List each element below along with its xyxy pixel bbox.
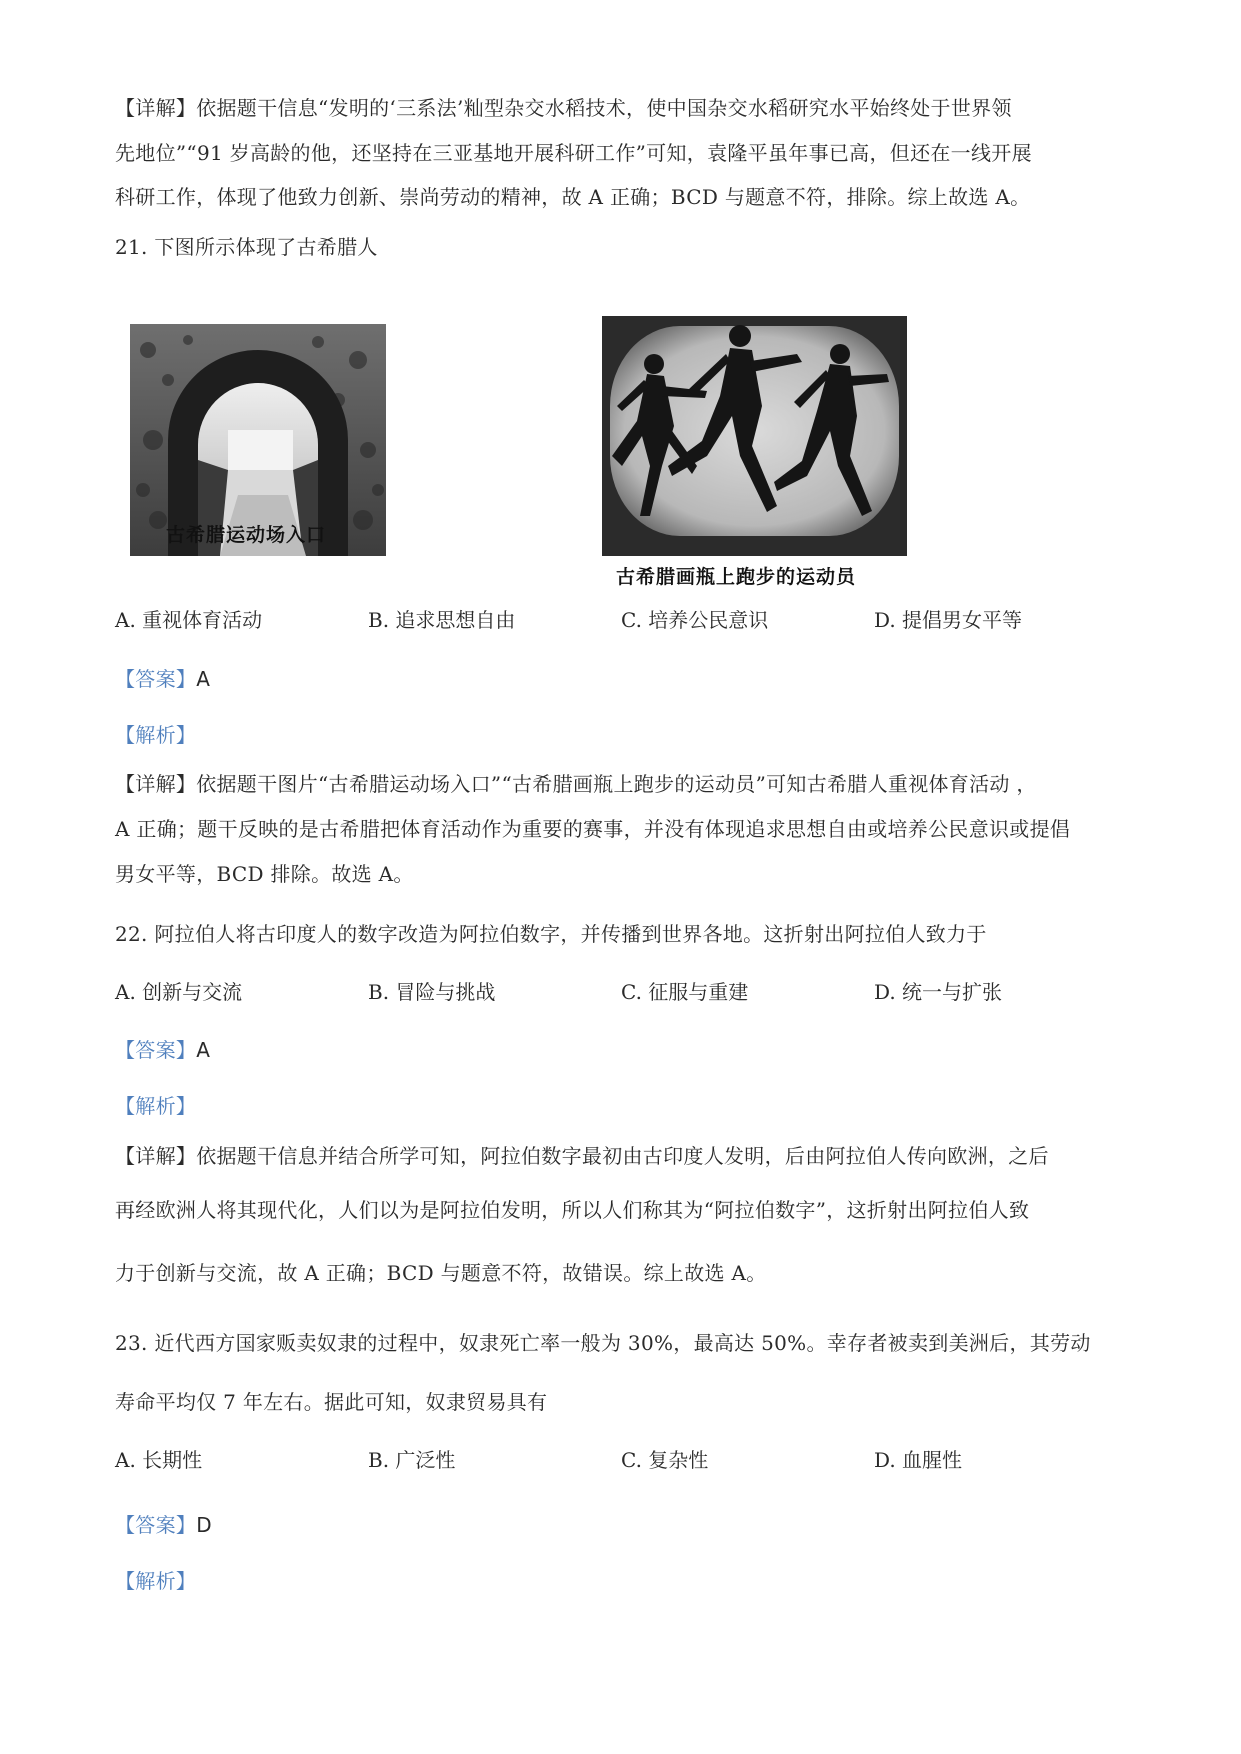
option-a[interactable]: A. 重视体育活动 (115, 608, 263, 632)
answer-tag: 【答案】 (115, 1513, 197, 1537)
detail-line: 【详解】依据题干图片“古希腊运动场入口”“古希腊画瓶上跑步的运动员”可知古希腊人重视体育活动 ， (115, 772, 1037, 796)
figure-1-caption: 古希腊运动场入口 (166, 524, 327, 546)
vase-runners-figure (602, 316, 907, 591)
answer-tag: 【答案】 (115, 667, 197, 691)
answer-line (115, 1036, 1135, 1064)
option-c[interactable]: C. 培养公民意识 (621, 608, 769, 632)
answer-value: A (196, 1038, 211, 1062)
option-b[interactable]: B. 广泛性 (368, 1448, 456, 1472)
detail-line: A 正确；题干反映的是古希腊把体育活动作为重要的赛事，并没有体现追求思想自由或培养公民意识或提倡 (115, 817, 1071, 841)
option-d[interactable]: D. 统一与扩张 (874, 980, 1003, 1004)
option-b[interactable]: B. 追求思想自由 (368, 608, 516, 632)
option-c[interactable]: C. 征服与重建 (621, 980, 749, 1004)
answer-value: A (196, 667, 211, 691)
analysis-tag: 【解析】 (115, 723, 197, 747)
vase-runners-image (602, 316, 907, 556)
option-c[interactable]: C. 复杂性 (621, 1448, 709, 1472)
analysis-tag: 【解析】 (115, 1094, 197, 1118)
question-22-options (115, 978, 1135, 1006)
answer-line (115, 665, 1135, 693)
stadium-entrance-figure (128, 320, 390, 560)
detail-line: 再经欧洲人将其现代化，人们以为是阿拉伯发明，所以人们称其为“阿拉伯数字”，这折射出阿拉伯人致 (115, 1198, 1030, 1222)
detail-line: 先地位”“91 岁高龄的他，还坚持在三亚基地开展科研工作”可知，袁隆平虽年事已高，但还在一线开展 (115, 141, 1032, 165)
question-21-stem: 21. 下图所示体现了古希腊人 (115, 235, 378, 259)
detail-line: 力于创新与交流，故 A 正确；BCD 与题意不符，故错误。综上故选 A。 (115, 1261, 767, 1285)
detail-line: 【详解】依据题干信息“发明的‘三系法’籼型杂交水稻技术，使中国杂交水稻研究水平始终处于世界领 (115, 96, 1012, 120)
option-b[interactable]: B. 冒险与挑战 (368, 980, 496, 1004)
question-23-options (115, 1446, 1135, 1474)
question-22-stem: 22. 阿拉伯人将古印度人的数字改造为阿拉伯数字，并传播到世界各地。这折射出阿拉伯人致力于 (115, 922, 987, 946)
detail-line: 科研工作，体现了他致力创新、崇尚劳动的精神，故 A 正确；BCD 与题意不符，排除。综上故选 A。 (115, 185, 1031, 209)
detail-line: 【详解】依据题干信息并结合所学可知，阿拉伯数字最初由古印度人发明，后由阿拉伯人传向欧洲，之后 (115, 1144, 1049, 1168)
question-21-options (115, 606, 1135, 634)
question-23-stem-line: 寿命平均仅 7 年左右。据此可知，奴隶贸易具有 (115, 1390, 548, 1414)
analysis-line (115, 1567, 1135, 1595)
analysis-tag: 【解析】 (115, 1569, 197, 1593)
option-a[interactable]: A. 长期性 (115, 1448, 203, 1472)
analysis-line (115, 721, 1135, 749)
answer-line (115, 1511, 1135, 1539)
option-a[interactable]: A. 创新与交流 (115, 980, 243, 1004)
figure-2-caption: 古希腊画瓶上跑步的运动员 (616, 566, 857, 588)
question-23-stem-line: 23. 近代西方国家贩卖奴隶的过程中，奴隶死亡率一般为 30%，最高达 50%。幸存者被卖到美洲后，其劳动 (115, 1331, 1091, 1355)
answer-tag: 【答案】 (115, 1038, 197, 1062)
option-d[interactable]: D. 血腥性 (874, 1448, 963, 1472)
analysis-line (115, 1092, 1135, 1120)
detail-line: 男女平等，BCD 排除。故选 A。 (115, 862, 414, 886)
answer-value: D (196, 1513, 212, 1537)
option-d[interactable]: D. 提倡男女平等 (874, 608, 1023, 632)
